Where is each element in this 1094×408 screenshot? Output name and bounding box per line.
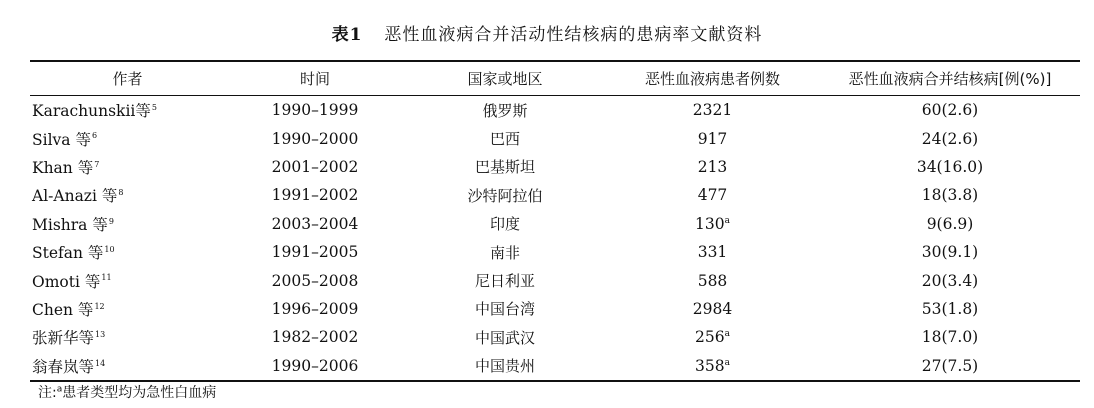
cell-country: 尼日利亚	[474, 272, 535, 291]
author-name: 翁春岚等	[32, 357, 95, 376]
author-name: Mishra 等	[32, 215, 108, 234]
cell-cases	[605, 210, 820, 238]
cell-country: 中国武汉	[474, 328, 535, 347]
author-name: 张新华等	[32, 329, 95, 348]
header-tb-cases: 恶性血液病合并结核病[例(%)]	[848, 70, 1052, 88]
table-row	[30, 352, 1080, 381]
cell-author	[30, 266, 225, 294]
cases-value: 213	[697, 157, 728, 176]
cell-cases	[605, 96, 820, 125]
note-text: 患者类型均为急性白血病	[62, 385, 217, 401]
cell-author	[30, 210, 225, 238]
cell-country: 南非	[489, 243, 520, 262]
cell-period: 1990–2000	[271, 129, 359, 148]
cell-country: 中国台湾	[474, 300, 535, 319]
cases-footnote-mark: a	[724, 357, 730, 368]
cell-cases	[605, 153, 820, 181]
cases-value: 331	[697, 243, 728, 262]
cell-country: 印度	[489, 215, 520, 234]
cell-cases	[605, 352, 820, 381]
cell-cases	[605, 124, 820, 152]
cell-period: 2001–2002	[271, 157, 359, 176]
reference-number: 7	[94, 159, 100, 169]
author-name: Stefan 等	[32, 244, 104, 263]
header-period: 时间	[299, 70, 330, 88]
header-row	[30, 61, 1080, 96]
table-row	[30, 210, 1080, 238]
cases-value: 2984	[692, 299, 733, 318]
cell-cases	[605, 266, 820, 294]
cell-period: 1982–2002	[271, 328, 359, 347]
cell-tb-cases: 18(3.8)	[921, 186, 979, 205]
cell-cases	[605, 181, 820, 209]
author-name: Omoti 等	[32, 272, 101, 291]
cell-period: 1990–1999	[271, 101, 359, 120]
cell-tb-cases: 34(16.0)	[916, 157, 984, 176]
reference-number: 10	[104, 244, 115, 254]
header-country: 国家或地区	[467, 70, 543, 88]
table-row	[30, 124, 1080, 152]
cases-value: 588	[697, 271, 728, 290]
table-note	[38, 382, 216, 402]
table-row	[30, 295, 1080, 323]
cell-tb-cases: 9(6.9)	[926, 214, 974, 233]
reference-number: 14	[95, 358, 106, 368]
table-row	[30, 238, 1080, 266]
cell-author	[30, 153, 225, 181]
author-name: Al-Anazi 等	[32, 187, 118, 206]
cell-tb-cases: 60(2.6)	[921, 101, 979, 120]
cell-period: 1991–2002	[271, 186, 359, 205]
note-mark: a	[56, 384, 63, 395]
header-author: 作者	[112, 70, 143, 88]
cell-author	[30, 352, 225, 381]
table-row	[30, 266, 1080, 294]
cell-country: 沙特阿拉伯	[467, 186, 543, 205]
table-row	[30, 181, 1080, 209]
cell-period: 1996–2009	[271, 299, 359, 318]
cases-value: 917	[697, 129, 728, 148]
cases-value: 256	[695, 328, 725, 347]
cell-tb-cases: 24(2.6)	[921, 129, 979, 148]
reference-number: 12	[94, 301, 105, 311]
reference-number: 9	[108, 216, 114, 226]
cell-author	[30, 323, 225, 351]
cell-tb-cases: 53(1.8)	[921, 299, 979, 318]
cell-period: 1990–2006	[271, 356, 359, 375]
note-prefix: 注:	[38, 385, 57, 401]
cell-period: 2003–2004	[271, 214, 359, 233]
cell-tb-cases: 20(3.4)	[921, 271, 979, 290]
cell-author	[30, 124, 225, 152]
author-name: Khan 等	[32, 158, 94, 177]
cases-value: 130	[695, 214, 725, 233]
reference-number: 8	[118, 188, 124, 198]
table-row	[30, 323, 1080, 351]
cell-author	[30, 295, 225, 323]
cases-value: 2321	[692, 101, 733, 120]
header-cases: 恶性血液病患者例数	[644, 70, 780, 88]
table-container	[30, 60, 1080, 382]
reference-number: 6	[91, 131, 98, 141]
reference-number: 13	[95, 330, 106, 340]
cell-country: 巴基斯坦	[474, 158, 535, 177]
cases-footnote-mark: a	[724, 215, 730, 226]
table-row	[30, 96, 1080, 125]
table-caption	[0, 20, 1094, 45]
author-name: Karachunskii等	[32, 102, 151, 121]
cell-period: 2005–2008	[271, 271, 359, 290]
cases-value: 477	[697, 186, 728, 205]
table-body	[30, 96, 1080, 381]
reference-number: 11	[101, 273, 112, 283]
author-name: Silva 等	[32, 130, 91, 149]
table-label: 表1	[331, 25, 363, 45]
cell-tb-cases: 18(7.0)	[921, 328, 979, 347]
cell-cases	[605, 238, 820, 266]
cell-period: 1991–2005	[271, 243, 359, 262]
cell-tb-cases: 30(9.1)	[921, 243, 979, 262]
cell-cases	[605, 323, 820, 351]
cases-footnote-mark: a	[724, 329, 730, 340]
cell-country: 俄罗斯	[482, 101, 528, 120]
cell-cases	[605, 295, 820, 323]
table-row	[30, 153, 1080, 181]
cell-author	[30, 181, 225, 209]
cell-author	[30, 238, 225, 266]
cases-value: 358	[695, 356, 725, 375]
author-name: Chen 等	[32, 300, 94, 319]
table-title: 恶性血液病合并活动性结核病的患病率文献资料	[384, 25, 763, 45]
cell-country: 中国贵州	[474, 357, 535, 376]
cell-country: 巴西	[489, 130, 520, 149]
cell-tb-cases: 27(7.5)	[921, 356, 979, 375]
reference-number: 5	[151, 103, 157, 113]
cell-author	[30, 96, 225, 125]
literature-table	[30, 60, 1080, 382]
